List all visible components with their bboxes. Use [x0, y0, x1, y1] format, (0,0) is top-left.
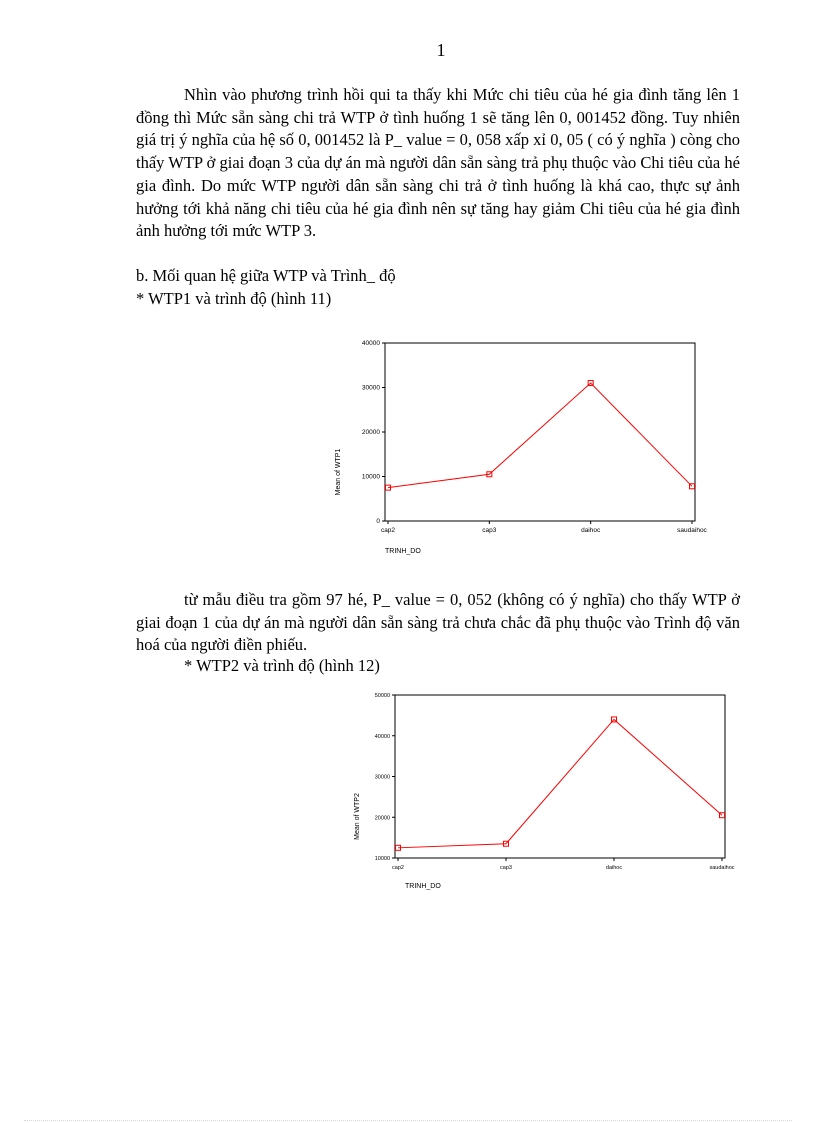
- x-tick-label: daihoc: [581, 527, 601, 534]
- section-heading-b: b. Mối quan hệ giữa WTP và Trình_ độ: [136, 266, 396, 285]
- plot-frame: [385, 343, 695, 521]
- x-tick-label: cap3: [482, 527, 497, 534]
- y-tick-label: 10000: [361, 473, 380, 481]
- y-tick-label: 40000: [374, 733, 390, 740]
- page-bottom-divider: [24, 1120, 792, 1121]
- x-tick-label: saudaihoc: [709, 865, 735, 871]
- chart-wtp1-trinh-do: [330, 335, 710, 560]
- x-tick-label: cap2: [392, 865, 404, 871]
- x-tick-label: cap3: [500, 865, 512, 871]
- figure-12-label: * WTP2 và trình độ (hình 12): [184, 656, 380, 675]
- y-tick-label: 10000: [374, 856, 390, 862]
- series-line: [388, 383, 692, 488]
- x-axis-label: TRINH_DO: [385, 548, 421, 555]
- plot-frame: [395, 695, 725, 858]
- y-tick-label: 0: [376, 518, 380, 525]
- figure-11-label: * WTP1 và trình độ (hình 11): [136, 289, 332, 308]
- y-tick-label: 40000: [361, 340, 380, 347]
- y-tick-label: 30000: [374, 774, 390, 781]
- paragraph-sample: từ mẫu điều tra gồm 97 hé, P_ value = 0, 052 (không có ý nghĩa) cho thấy WTP ở giai đoạn 1 của dự án mà người dân sẵn sàng trả chưa chắc đã phụ thuộc vào Trình độ văn hoá của người điền phiếu.: [136, 590, 740, 655]
- y-axis-label: Mean of WTP1: [335, 448, 342, 496]
- x-tick-label: saudaihoc: [677, 527, 707, 534]
- chart-wtp2-trinh-do: [345, 688, 735, 893]
- y-tick-label: 20000: [374, 815, 390, 822]
- x-tick-label: daihoc: [605, 865, 623, 871]
- y-tick-label: 50000: [374, 693, 390, 699]
- y-tick-label: 20000: [361, 429, 380, 436]
- series-line: [398, 719, 722, 847]
- y-axis-label: Mean of WTP2: [354, 793, 361, 840]
- page-number: 1: [436, 40, 446, 60]
- paragraph-regression: Nhìn vào phương trình hồi qui ta thấy khi Mức chi tiêu của hé gia đình tăng lên 1 đồng thì Mức sẵn sàng chi trả WTP ở tình huống 1 sẽ tăng lên 0, 001452 đồng. Tuy nhiên giá trị ý nghĩa của hệ số 0, 001452 là P_ value = 0, 058 xấp xỉ 0, 05 ( có ý nghĩa ) còng cho thấy WTP ở giai đoạn 3 của dự án mà người dân sẵn sàng trả phụ thuộc vào Chi tiêu của hé gia đình. Do mức WTP người dân sẵn sàng chi trả ở tình huống là khá cao, thực sự ảnh hưởng tới khả năng chi tiêu của hé gia đình nên sự tăng hay giảm Chi tiêu của hé gia đình ảnh hưởng tới mức WTP 3.: [136, 85, 740, 241]
- y-tick-label: 30000: [361, 384, 380, 392]
- x-tick-label: cap2: [380, 527, 396, 534]
- x-axis-label: TRINH_DO: [405, 883, 441, 890]
